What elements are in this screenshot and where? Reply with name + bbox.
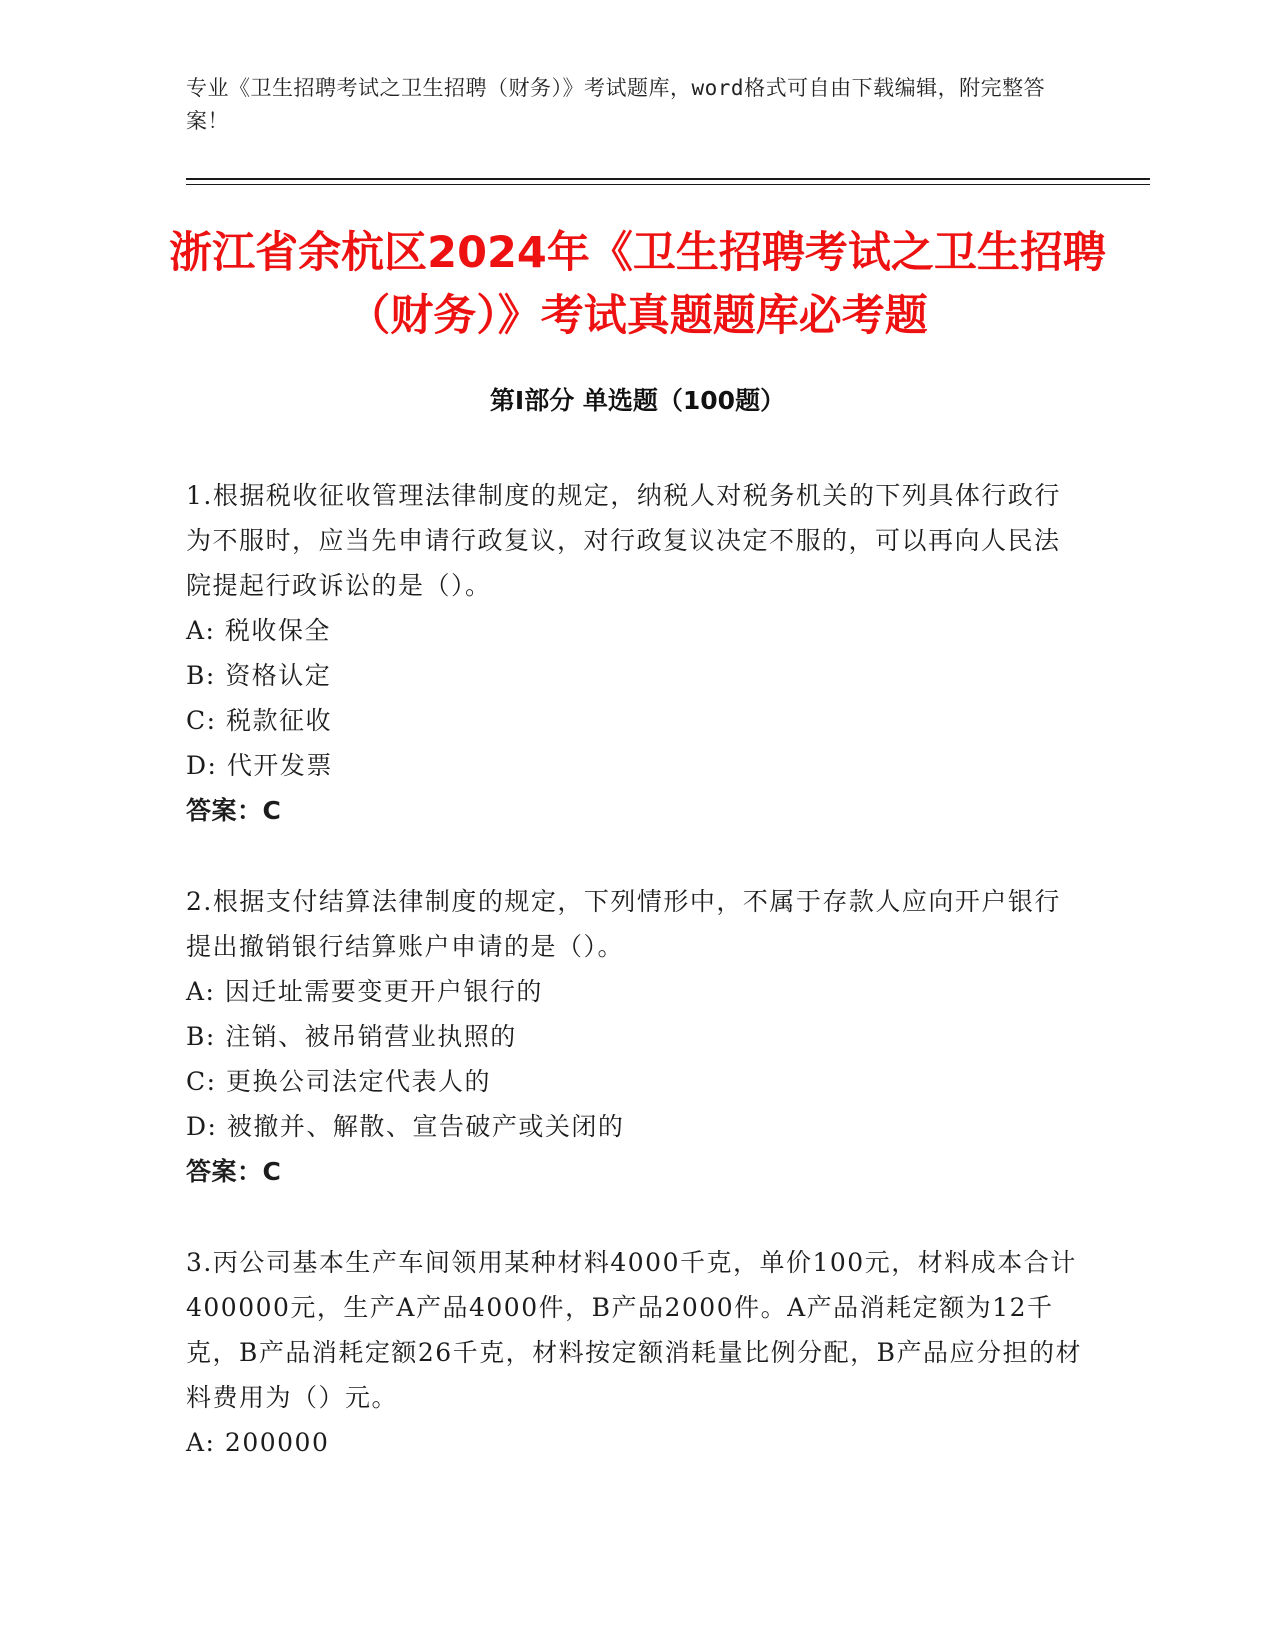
- document-title: 浙江省余杭区2024年《卫生招聘考试之卫生招聘（财务）》考试真题题库必考题: [169, 228, 1106, 341]
- option-d: D: 被撤并、解散、宣告破产或关闭的: [186, 1112, 625, 1141]
- header-divider-thin: [186, 184, 1150, 185]
- question-3: [186, 1240, 1086, 1465]
- option-a: A: 因迁址需要变更开户银行的: [186, 977, 543, 1006]
- question-2: [186, 879, 1086, 1194]
- question-stem: 1.根据税收征收管理法律制度的规定，纳税人对税务机关的下列具体行政行为不服时，应当先申请行政复议，对行政复议决定不服的，可以再向人民法院提起行政诉讼的是（）。: [186, 481, 1061, 600]
- question-list: [186, 473, 1086, 1511]
- section-heading: 第Ⅰ部分 单选题（100题）: [489, 386, 786, 415]
- answer: 答案：C: [186, 796, 282, 825]
- option-d: D: 代开发票: [186, 751, 333, 780]
- option-b: B: 注销、被吊销营业执照的: [186, 1022, 517, 1051]
- option-b: B: 资格认定: [186, 661, 332, 690]
- question-stem: 3.丙公司基本生产车间领用某种材料4000千克，单价100元，材料成本合计400000元，生产A产品4000件，B产品2000件。A产品消耗定额为12千克，B产品消耗定额26千克，材料按定额消耗量比例分配，B产品应分担的材料费用为（）元。: [186, 1248, 1083, 1412]
- option-a: A: 200000: [186, 1428, 330, 1457]
- option-c: C: 税款征收: [186, 706, 332, 735]
- question-1: [186, 473, 1086, 833]
- option-a: A: 税收保全: [186, 616, 331, 645]
- header-note: 专业《卫生招聘考试之卫生招聘（财务）》考试题库，word格式可自由下载编辑，附完整答案！: [186, 76, 1046, 133]
- option-c: C: 更换公司法定代表人的: [186, 1067, 491, 1096]
- question-stem: 2.根据支付结算法律制度的规定，下列情形中，不属于存款人应向开户银行提出撤销银行结算账户申请的是（）。: [186, 887, 1061, 961]
- answer: 答案：C: [186, 1157, 282, 1186]
- header-divider-thick: [186, 178, 1150, 180]
